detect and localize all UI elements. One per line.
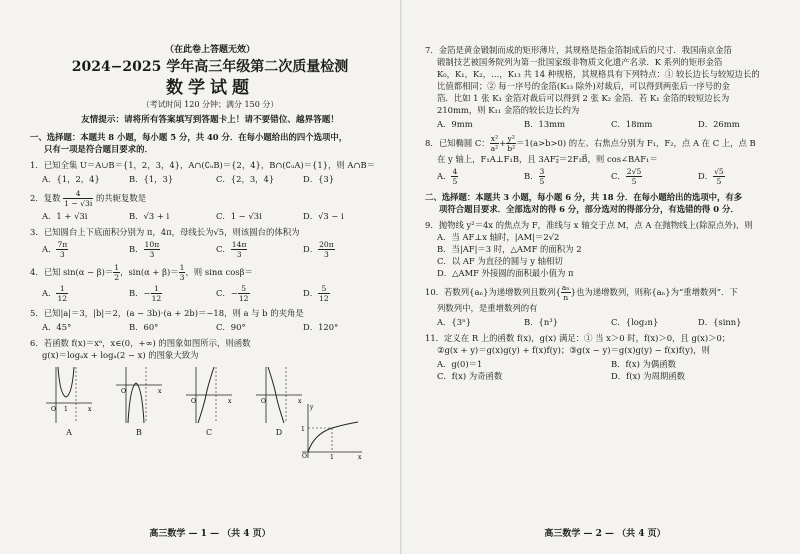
graph-a-origin: O	[51, 406, 56, 413]
graph-b-plot	[114, 365, 164, 425]
q4-option-b	[129, 284, 216, 303]
q4-b-num: 1	[151, 284, 163, 294]
question-2	[30, 189, 390, 222]
q3-c-num: 14π	[231, 240, 247, 249]
q2-option-c: C．1 − √3i	[216, 211, 262, 221]
graph-b-label: B	[136, 428, 142, 437]
q8-a-den: 5	[452, 177, 458, 186]
graph-a	[44, 365, 94, 439]
q2-num: 4	[63, 189, 93, 199]
subject-title: 数学试题	[166, 78, 254, 98]
graph-b	[114, 365, 164, 439]
section-2-cont: 项符合题目要求．全部选对的得 6 分，部分选对的得部分分，有选错的得 0 分．	[439, 204, 739, 214]
q2-pre: 2．复数	[30, 193, 61, 203]
q3-d-num: 20π	[319, 240, 334, 249]
graph-c-plot	[184, 365, 234, 425]
q7-option-c: C．18mm	[611, 119, 653, 129]
q8-d-den: 5	[716, 177, 722, 186]
page-2-footer: 高三数学 — 2 — （共 4 页）	[544, 529, 666, 539]
q3-c-frac	[231, 240, 248, 259]
graph-y-label: y	[310, 404, 314, 411]
q10-brace-close: }	[570, 287, 576, 297]
q11-option-b: B．f(x) 为偶函数	[611, 359, 677, 369]
q3-option-d	[303, 240, 390, 259]
q6-stem-1: 6．若函数 f(x)＝xᵃ，x∈(0，+∞) 的图象如图所示，则函数	[30, 338, 251, 348]
q8-n1: x²	[490, 134, 499, 143]
q8-c-frac	[626, 167, 643, 186]
q3-b-den: 3	[149, 250, 155, 259]
q3-option-a	[42, 240, 129, 259]
q7-option-a: A．9mm	[437, 119, 473, 129]
q4-n2: 1	[179, 263, 185, 272]
graph-a-x: x	[88, 406, 92, 413]
q7-option-b: B．13mm	[524, 119, 566, 129]
q9-option-d: D．△AMF 外接圆的面积最小值为 π	[437, 268, 574, 278]
q3-c-label: C．	[216, 244, 231, 254]
question-9	[425, 219, 785, 279]
q8-n2: y²	[507, 134, 515, 143]
q4-a-frac	[56, 284, 68, 303]
q2-den: 1 − √3i	[64, 199, 93, 208]
section-1-cont: 只有一项是符合题目要求的．	[44, 144, 153, 154]
q8-a-num: 4	[452, 167, 458, 176]
q8-d2: b²	[507, 144, 516, 153]
q8-option-b	[524, 167, 611, 186]
graph-b-origin: O	[121, 388, 126, 395]
q8-d-frac	[713, 167, 725, 186]
exam-info: （考试时间 120 分钟；满分 150 分）	[141, 100, 279, 109]
page-1-footer: 高三数学 — 1 — （共 4 页）	[149, 529, 271, 539]
q1-option-a: A．{1，2，4}	[42, 174, 100, 184]
q8-d-num: √5	[714, 167, 724, 176]
page-1	[30, 36, 390, 546]
q3-stem: 3．已知圆台上下底面积分别为 π，4π，母线长为√5，则该圆台的体积为	[30, 227, 300, 237]
q10-pre: 10．若数列{aₙ}为递增数列且数列	[425, 287, 556, 297]
q10-brace-open: {	[555, 287, 561, 297]
q7-line-5: 箔．比如 1 张 K₁ 金箔对裁后可以得到 2 张 K₂ 金箔．若 K₁ 金箔的较短边长为	[437, 93, 730, 103]
q8-option-a	[437, 167, 524, 186]
q4-c-sign: −	[230, 288, 238, 298]
q2-fraction	[63, 189, 93, 208]
q6-power-function-graph	[296, 402, 366, 460]
q4-mid: ，sin(α + β)＝	[120, 267, 179, 277]
question-3	[30, 226, 390, 259]
graph-one-x: 1	[330, 454, 334, 460]
q6-stem-2: g(x)＝logₐx + logₐ(2 − x) 的图象大致为	[42, 350, 199, 360]
q8-frac-y	[506, 134, 516, 153]
q10-fn: aₙ	[561, 283, 570, 292]
q2-post: 的共轭复数是	[95, 193, 147, 203]
q3-b-frac	[144, 240, 161, 259]
q5-option-b: B．60°	[129, 322, 159, 332]
q7-line-2: 锻制技艺被国务院列为第一批国家级非物质文化遗产名录．K 系列的矩形金箔	[437, 57, 723, 67]
graph-x-label: x	[358, 454, 362, 460]
q3-c-den: 3	[236, 250, 242, 259]
question-10	[425, 283, 785, 328]
q8-plus: +	[499, 138, 507, 148]
q4-d-frac	[318, 284, 330, 303]
q4-d-den: 12	[319, 294, 329, 303]
q8-b-num: 3	[539, 167, 545, 176]
q8-a-frac	[451, 167, 458, 186]
q11-line-1: 11．定义在 R 上的函数 f(x)，g(x) 满足：① 当 x＞0 时，f(x)＞0，且 g(x)＞0；	[425, 333, 731, 343]
q4-b-frac	[151, 284, 163, 303]
q10-option-c: C．{log₂n}	[611, 317, 659, 327]
section-2-title: 二、选择题：本题共 3 小题，每小题 6 分，共 18 分．在每小题给出的选项中，有多	[425, 192, 743, 202]
graph-c	[184, 365, 234, 439]
q10-post: 也为递增数列，则称{aₙ}为“重增数列”．下	[575, 287, 738, 297]
graph-d-x: x	[298, 398, 302, 405]
q8-d1: a²	[490, 144, 499, 153]
q4-c-den: 12	[238, 294, 249, 303]
q9-option-a: A．当 AF⊥x 轴时，|AM|＝2√2	[437, 232, 560, 242]
q3-option-b	[129, 240, 216, 259]
q3-d-label: D．	[303, 244, 319, 254]
q11-option-c: C．f(x) 为奇函数	[437, 371, 503, 381]
q8-option-c	[611, 167, 698, 186]
q10-option-d: D．{sinn}	[698, 317, 742, 327]
q3-d-den: 3	[324, 250, 329, 259]
q4-a-label: A．	[42, 288, 57, 298]
q9-option-b: B．当|AF|＝3 时，△AMF 的面积为 2	[437, 244, 582, 254]
exam-title: 2024−2025 学年高三年级第二次质量检测	[71, 59, 349, 75]
graph-a-label: A	[66, 428, 72, 437]
graph-c-label: C	[205, 428, 213, 437]
question-1	[30, 159, 390, 185]
q1-option-d: D．{3}	[303, 174, 335, 184]
graph-one-y: 1	[301, 426, 305, 433]
q10-fd: n	[563, 293, 569, 302]
q4-d2: 3	[179, 273, 185, 282]
q8-b-label: B．	[524, 171, 539, 181]
q4-c-label: C．	[216, 288, 231, 298]
q3-a-den: 3	[59, 250, 65, 259]
question-7	[425, 44, 785, 130]
q5-option-d: D．120°	[303, 322, 339, 332]
q10-frac	[561, 283, 571, 302]
q3-a-frac	[56, 240, 68, 259]
question-4	[30, 263, 390, 303]
q5-option-a: A．45°	[42, 322, 72, 332]
q8-b-frac	[539, 167, 546, 186]
q9-option-c: C．以 AF 为直径的圆与 y 轴相切	[437, 256, 563, 266]
q4-c-frac	[238, 284, 250, 303]
section-1-title: 一、选择题：本题共 8 小题，每小题 5 分，共 40 分．在每小题给出的四个选项中，	[30, 132, 348, 142]
q3-a-label: A．	[42, 244, 57, 254]
q4-option-c	[216, 284, 303, 303]
q7-line-4: 比值都相同；② 每一序号的金箔(K₁₃ 除外)对裁后，可以得到两张后一序号的金	[437, 81, 730, 91]
graph-a-plot	[44, 365, 94, 425]
q4-a-num: 1	[56, 284, 68, 294]
q2-option-b: B．√3 + i	[129, 211, 170, 221]
q8-line-2: 在 y 轴上，F₁A⊥F₁B，且 3AF₂⃗＝2F₂B⃗，则 cos∠BAF₁＝	[437, 154, 658, 164]
q8-post: ＝1(a>b>0) 的左、右焦点分别为 F₁，F₂，点 A 在 C 上，点 B	[516, 138, 756, 148]
q7-line-1: 7．金箔是黄金锻制而成的矩形薄片，其规格是指金箔制成后的尺寸．我国南京金箔	[425, 45, 732, 55]
q4-b-label: B．	[129, 288, 144, 298]
q4-post: ，则 sinα cosβ＝	[185, 267, 253, 277]
q3-d-frac	[318, 240, 335, 259]
q8-pre: 8．已知椭圆 C：	[425, 138, 490, 148]
section-2-heading	[425, 191, 785, 215]
q8-c-label: C．	[611, 171, 626, 181]
q11-option-a: A．g(0)＝1	[437, 359, 483, 369]
q4-c-num: 5	[238, 284, 250, 294]
graph-c-origin: O	[191, 398, 196, 405]
graph-b-x: x	[158, 388, 162, 395]
q9-stem: 9．抛物线 y²＝4x 的焦点为 F，准线与 x 轴交于点 M，点 A 在抛物线上(除原点外)，则	[425, 220, 753, 230]
q4-b-sign: −	[143, 288, 151, 298]
q11-option-d: D．f(x) 为周期函数	[611, 371, 685, 381]
q7-option-d: D．26mm	[698, 119, 740, 129]
q3-b-label: B．	[129, 244, 144, 254]
q8-option-d	[698, 167, 785, 186]
q3-a-num: 7π	[57, 240, 68, 249]
q5-option-c: C．90°	[216, 322, 246, 332]
q3-option-c	[216, 240, 303, 259]
graph-a-one: 1	[64, 406, 68, 413]
q4-d-num: 5	[318, 284, 330, 294]
q8-d-label: D．	[698, 171, 714, 181]
question-5	[30, 307, 390, 333]
q7-line-3: K₀，K₁，K₂，…，K₁₃ 共 14 种规格，其规格具有下列特点：① 较长边长与较短边长的	[437, 69, 760, 79]
q4-d-label: D．	[303, 288, 319, 298]
q4-pre: 4．已知 sin(α − β)＝	[30, 267, 114, 277]
q8-frac-x	[490, 134, 500, 153]
q10-option-b: B．{n³}	[524, 317, 558, 327]
q11-line-2: ②g(x + y)＝g(x)g(y) + f(x)f(y)；③g(x − y)＝g(x)g(y) − f(x)f(y)，则	[437, 345, 710, 355]
q10-option-a: A．{3ⁿ}	[437, 317, 472, 327]
page-fold	[400, 0, 402, 554]
graph-origin: O	[302, 453, 307, 460]
q7-line-6: 210mm，则 K₁₁ 金箔的较长边长约为	[437, 105, 580, 115]
q4-a-den: 12	[57, 294, 68, 303]
q4-d1: 2	[114, 273, 120, 282]
q8-a-label: A．	[437, 171, 452, 181]
q4-option-d	[303, 284, 390, 303]
q10-line-2: 列数列中，是重增数列的有	[437, 303, 538, 313]
q2-option-d: D．√3 − i	[303, 211, 344, 221]
graph-d-origin: O	[261, 398, 266, 405]
friendly-tip: 友情提示：请将所有答案填写到答题卡上！请不要错位、越界答题！	[81, 115, 339, 125]
q4-option-a	[42, 284, 129, 303]
q6-option-graphs	[30, 365, 304, 439]
page-2	[425, 36, 785, 546]
question-11	[425, 332, 785, 382]
q8-c-den: 5	[631, 177, 637, 186]
q1-option-c: C．{2，3，4}	[216, 174, 275, 184]
q3-b-num: 10π	[144, 240, 160, 249]
q2-option-a: A．1 + √3i	[42, 211, 88, 221]
q1-stem: 1．已知全集 U＝A∪B＝{1，2，3，4}，A∩(∁ᵤB)＝{2，4}，B∩(∁ᵤA)＝{1}，则 A∩B＝	[30, 160, 376, 170]
graph-d-label: D	[275, 428, 283, 437]
q4-n1: 1	[114, 263, 120, 272]
question-8	[425, 134, 785, 186]
q8-c-num: 2√5	[626, 167, 642, 176]
top-note: （在此卷上答题无效）	[164, 45, 255, 55]
q5-stem: 5．已知|a|＝3，|b|＝2，(a − 3b)·(a + 2b)＝−18，则 a 与 b 的夹角是	[30, 308, 304, 318]
q8-b-den: 5	[539, 177, 545, 186]
graph-c-x: x	[228, 398, 232, 405]
q4-b-den: 12	[151, 294, 162, 303]
q1-option-b: B．{1，3}	[129, 174, 174, 184]
section-1-heading	[30, 131, 390, 155]
